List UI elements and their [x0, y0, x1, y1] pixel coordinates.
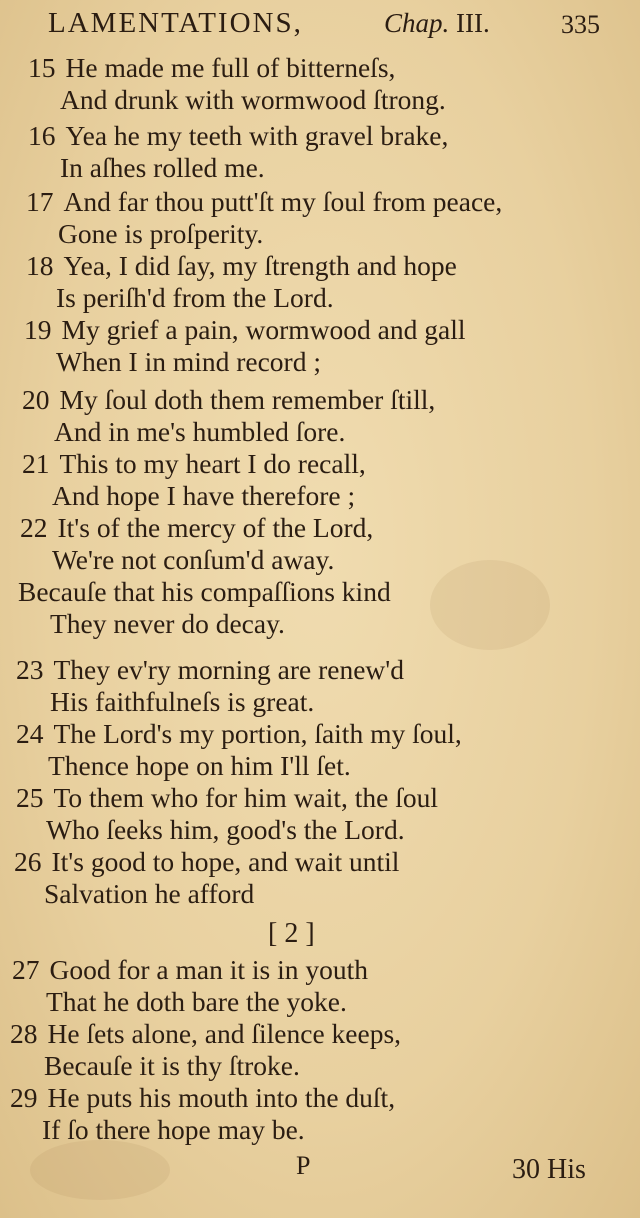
paper-stain	[30, 1140, 170, 1200]
verse-text: Yea he my teeth with gravel brake,	[65, 120, 449, 151]
verse-line-continuation: And hope I have therefore ;	[52, 480, 356, 511]
verse-text: My ſoul doth them remember ſtill,	[59, 384, 436, 415]
verse-line-continuation: When I in mind record ;	[56, 346, 321, 377]
verse-text: Good for a man it is in youth	[49, 954, 369, 985]
verse-number: 26	[14, 846, 42, 877]
verse-text: Becauſe that his compaſſions kind	[18, 576, 391, 607]
verse-text: He ſets alone, and ſilence keeps,	[47, 1018, 402, 1049]
verse-line-continuation: Becauſe it is thy ſtroke.	[44, 1050, 300, 1081]
verse-number: 27	[12, 954, 40, 985]
paper-stain	[430, 560, 550, 650]
verse-line-continuation: Is periſh'd from the Lord.	[56, 282, 334, 313]
verse-line	[10, 1082, 395, 1114]
verse-line	[16, 718, 462, 750]
verse-number: 28	[10, 1018, 38, 1049]
verse-line	[22, 384, 435, 416]
verse-text: And far thou putt'ſt my ſoul from peace,	[63, 186, 503, 217]
verse-text: Yea, I did ſay, my ſtrength and hope	[63, 250, 457, 281]
verse-text: He made me full of bitterneſs,	[65, 52, 396, 83]
verse-line-continuation: Gone is proſperity.	[58, 218, 264, 249]
chapter-word: Chap.	[384, 8, 450, 38]
verse-number: 21	[22, 448, 50, 479]
verse-line-continuation: Thence hope on him I'll ſet.	[48, 750, 351, 781]
page-number: 335	[561, 10, 600, 39]
verse-text: The Lord's my portion, ſaith my ſoul,	[53, 718, 462, 749]
verse-line-continuation: Salvation he afford	[44, 878, 255, 909]
verse-text: To them who for him wait, the ſoul	[53, 782, 439, 813]
verse-line	[26, 250, 457, 282]
verse-line	[24, 314, 466, 346]
chapter-label	[384, 6, 490, 40]
verse-number: 17	[26, 186, 54, 217]
verse-text: It's of the mercy of the Lord,	[57, 512, 374, 543]
verse-line-continuation: Who ſeeks him, good's the Lord.	[46, 814, 405, 845]
page-header	[0, 0, 640, 44]
verse-line-continuation: And drunk with wormwood ſtrong.	[60, 84, 446, 115]
verse-line-continuation: If ſo there hope may be.	[42, 1114, 305, 1145]
verse-text: My grief a pain, wormwood and gall	[61, 314, 466, 345]
section-marker: [ 2 ]	[268, 918, 315, 949]
verse-number: 16	[28, 120, 56, 151]
verse-number: 18	[26, 250, 54, 281]
verse-line-continuation: We're not conſum'd away.	[52, 544, 335, 575]
verse-number: 22	[20, 512, 48, 543]
verse-line	[28, 120, 448, 152]
verse-text: He puts his mouth into the duſt,	[47, 1082, 396, 1113]
verse-number: 24	[16, 718, 44, 749]
verse-line	[16, 782, 438, 814]
verse-line	[26, 186, 502, 218]
verse-line	[16, 654, 404, 686]
verse-line	[18, 576, 391, 608]
verse-number: 25	[16, 782, 44, 813]
catchword: 30 His	[512, 1154, 586, 1185]
verse-line	[12, 954, 368, 986]
verse-number: 15	[28, 52, 56, 83]
verse-number: 19	[24, 314, 52, 345]
verse-text: This to my heart I do recall,	[59, 448, 366, 479]
verse-line-continuation: They never do decay.	[50, 608, 285, 639]
verse-number: 29	[10, 1082, 38, 1113]
running-title: LAMENTATIONS,	[48, 7, 303, 39]
verse-line	[22, 448, 366, 480]
verse-line-continuation: That he doth bare the yoke.	[46, 986, 347, 1017]
verse-number: 20	[22, 384, 50, 415]
verse-line	[14, 846, 399, 878]
verse-line	[10, 1018, 401, 1050]
printer-signature: P	[296, 1151, 311, 1180]
verse-number: 23	[16, 654, 44, 685]
verse-line	[28, 52, 395, 84]
verse-line-continuation: In aſhes rolled me.	[60, 152, 265, 183]
verse-line	[20, 512, 373, 544]
verse-text: They ev'ry morning are renew'd	[53, 654, 404, 685]
verse-line-continuation: His faithfulneſs is great.	[50, 686, 315, 717]
verse-text: It's good to hope, and wait until	[51, 846, 400, 877]
chapter-number: III.	[456, 8, 490, 38]
verse-line-continuation: And in me's humbled ſore.	[54, 416, 346, 447]
